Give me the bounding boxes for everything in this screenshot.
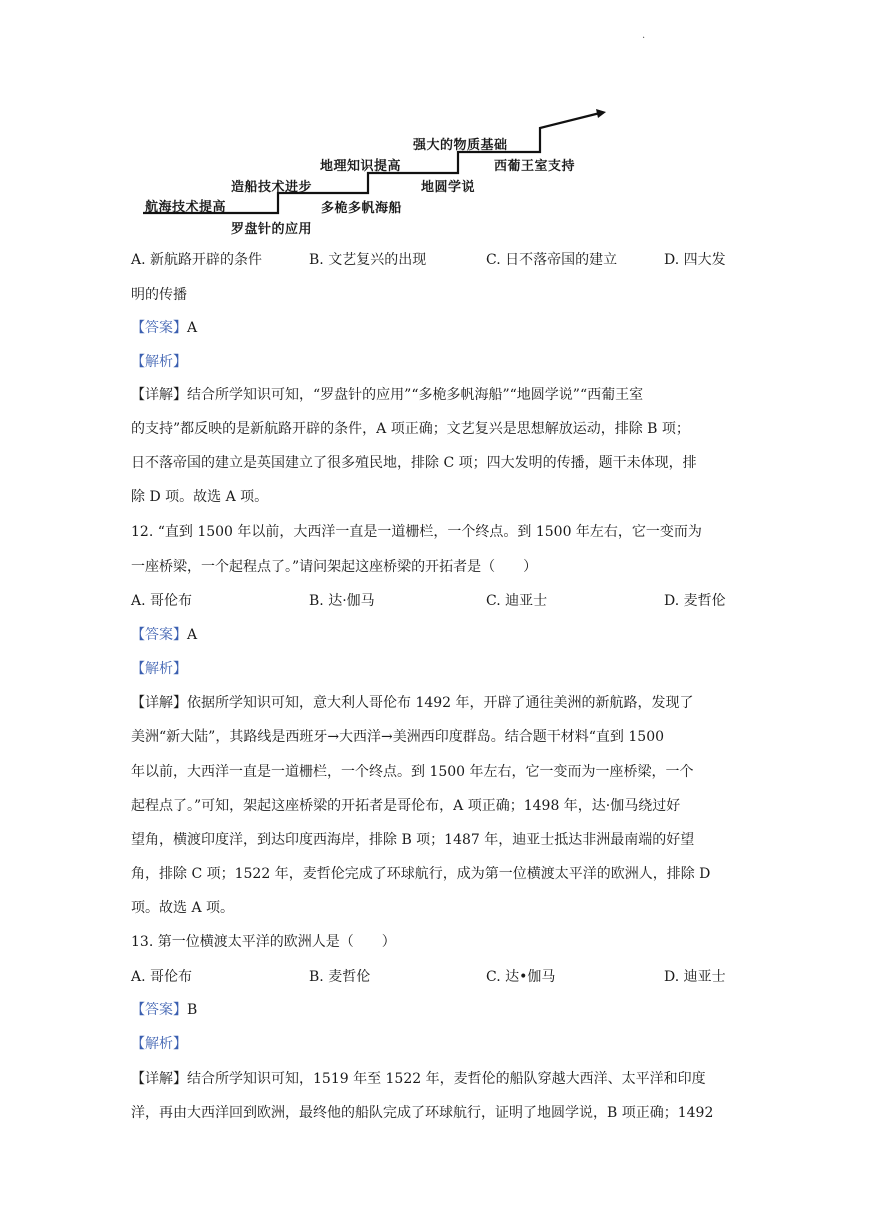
detail-text: 结合所学知识可知，1519 年至 1522 年，麦哲伦的船队穿越大西洋、太平洋和印度 (187, 1071, 706, 1087)
step-bottom-1: 罗盘针的应用 (231, 222, 313, 237)
answer-label: 【答案】 (131, 627, 187, 643)
detail-text: 结合所学知识可知，“罗盘针的应用”“多桅多帆海船”“地圆学说”“西葡王室 (187, 387, 644, 403)
analysis-label: 【解析】 (131, 661, 187, 677)
q11-detail-line: 的支持”都反映的是新航路开辟的条件，A 项正确；文艺复兴是思想解放运动，排除 B 项； (131, 421, 690, 437)
q13-option-d: D. 迪亚士 (664, 969, 726, 985)
detail-label: 【详解】 (131, 387, 187, 403)
step-bottom-4: 西葡王室支持 (494, 159, 576, 174)
q12-detail-line: 望角，横渡印度洋，到达印度西海岸，排除 B 项；1487 年，迪亚士抵达非洲最南端的好望 (131, 832, 695, 848)
q11-detail-line (131, 384, 643, 404)
q11-option-d-cont: 明的传播 (131, 287, 187, 303)
q12-detail-line: 美洲“新大陆”，其路线是西班牙→大西洋→美洲西印度群岛。结合题干材料“直到 1500 (131, 729, 665, 745)
answer-value: A (187, 627, 198, 643)
step-bottom-2: 多桅多帆海船 (321, 201, 403, 216)
step-top-3: 地理知识提高 (320, 159, 402, 174)
detail-label: 【详解】 (131, 695, 187, 711)
arrow-head-icon (596, 109, 606, 118)
q12-option-c: C. 迪亚士 (486, 593, 548, 609)
q11-option-b: B. 文艺复兴的出现 (309, 252, 427, 268)
step-top-4: 强大的物质基础 (413, 138, 508, 153)
q13-answer (131, 999, 197, 1019)
answer-value: A (187, 320, 198, 336)
analysis-label: 【解析】 (131, 1036, 187, 1052)
q12-answer (131, 624, 197, 644)
q12-detail-line: 项。故选 A 项。 (131, 900, 235, 916)
q12-analysis-label (131, 658, 187, 678)
q13-detail-line (131, 1068, 706, 1088)
detail-label: 【详解】 (131, 1071, 187, 1087)
q12-option-b: B. 达·伽马 (309, 593, 375, 609)
q11-analysis-label (131, 351, 187, 371)
q13-option-b: B. 麦哲伦 (309, 969, 371, 985)
analysis-label: 【解析】 (131, 354, 187, 370)
q13-option-c: C. 达•伽马 (486, 969, 556, 985)
q12-detail-line: 角，排除 C 项；1522 年，麦哲伦完成了环球航行，成为第一位横渡太平洋的欧洲人，排除 D (131, 866, 711, 882)
q11-option-c: C. 日不落帝国的建立 (486, 252, 618, 268)
q13-option-a: A. 哥伦布 (131, 969, 193, 985)
answer-value: B (187, 1002, 198, 1018)
q11-detail-line: 除 D 项。故选 A 项。 (131, 489, 269, 505)
q12-option-a: A. 哥伦布 (131, 593, 193, 609)
q11-option-d: D. 四大发 (664, 252, 726, 268)
q11-option-a: A. 新航路开辟的条件 (131, 252, 263, 268)
detail-text: 依据所学知识可知，意大利人哥伦布 1492 年，开辟了通往美洲的新航路，发现了 (187, 695, 694, 711)
q12-detail-line (131, 692, 694, 712)
q13-stem: 13. 第一位横渡太平洋的欧洲人是（ ） (131, 934, 396, 950)
q12-stem-line: 一座桥梁，一个起程点了。”请问架起这座桥梁的开拓者是（ ） (131, 559, 538, 575)
q12-detail-line: 起程点了。”可知，架起这座桥梁的开拓者是哥伦布，A 项正确；1498 年，达·伽马绕过好 (131, 798, 681, 814)
answer-label: 【答案】 (131, 320, 187, 336)
q11-detail-line: 日不落帝国的建立是英国建立了很多殖民地，排除 C 项；四大发明的传播，题干未体现，排 (131, 455, 697, 471)
q11-answer (131, 317, 197, 337)
q13-analysis-label (131, 1033, 187, 1053)
step-top-2: 造船技术进步 (231, 180, 313, 195)
q13-detail-line: 洋，再由大西洋回到欧洲，最终他的船队完成了环球航行，证明了地圆学说，B 项正确；1492 (131, 1105, 714, 1121)
staircase-lines (0, 0, 869, 260)
step-top-1: 航海技术提高 (145, 200, 227, 215)
q12-detail-line: 年以前，大西洋一直是一道栅栏，一个终点。到 1500 年左右，它一变而为一座桥梁，一个 (131, 764, 694, 780)
step-bottom-3: 地圆学说 (421, 180, 476, 195)
q12-option-d: D. 麦哲伦 (664, 593, 726, 609)
header-mark: . (642, 30, 646, 41)
answer-label: 【答案】 (131, 1002, 187, 1018)
q12-stem-line: 12. “直到 1500 年以前，大西洋一直是一道栅栏，一个终点。到 1500 年左右，它一变而为 (131, 524, 702, 540)
